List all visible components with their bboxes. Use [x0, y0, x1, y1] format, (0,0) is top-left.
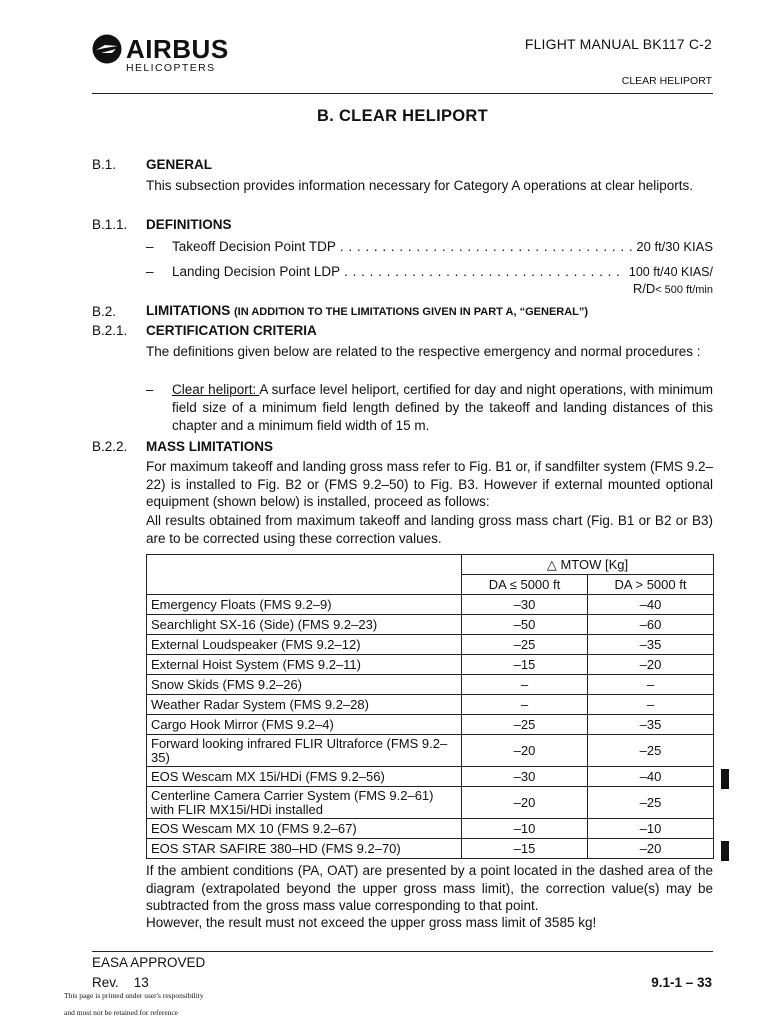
airbus-helicopters-logo: [92, 34, 242, 74]
table-cell-value: –20: [588, 655, 714, 675]
b11-heading: DEFINITIONS: [146, 217, 232, 232]
b2-heading: [146, 303, 588, 318]
table-cell-item: Snow Skids (FMS 9.2–26): [147, 675, 462, 695]
clear-heliport-definition: [172, 381, 713, 435]
print-disclaimer-1: This page is printed under user's responsibility: [64, 991, 204, 1000]
def-dash: –: [146, 239, 154, 254]
table-cell-value: –20: [462, 787, 588, 819]
table-cell-value: –15: [462, 655, 588, 675]
b1-text: This subsection provides information necessary for Category A operations at clear heliports.: [146, 178, 694, 193]
table-row: [147, 635, 714, 655]
table-cell-value: –60: [588, 615, 714, 635]
b22-text2: All results obtained from maximum takeoff and landing gross mass chart (Fig. B1 or B2 or B3) are to be corrected using these correction values.: [146, 513, 713, 546]
b1-number: B.1.: [92, 157, 117, 172]
table-cell-item: Emergency Floats (FMS 9.2–9): [147, 595, 462, 615]
definition-tdp: [172, 239, 713, 254]
after-table-text1: If the ambient conditions (PA, OAT) are presented by a point located in the dashed area of the diagram (extrapolated beyond the upper gross mass limit), the correction value(s) may be subtracted from the gross mass value corresponding to that point.: [146, 863, 713, 913]
revision-change-bar: [721, 769, 729, 789]
table-row: [147, 675, 714, 695]
table-cell-value: –35: [588, 635, 714, 655]
header-divider: [92, 93, 713, 94]
b22-heading: MASS LIMITATIONS: [146, 439, 273, 454]
table-cell-value: –20: [462, 735, 588, 767]
table-row: [147, 695, 714, 715]
rd-limit: < 500 ft/min: [655, 284, 713, 296]
b2-number: B.2.: [92, 304, 117, 319]
table-cell-value: –40: [588, 767, 714, 787]
table-cell-value: –40: [588, 595, 714, 615]
table-group-header: △ MTOW [Kg]: [462, 555, 714, 575]
running-section-title: CLEAR HELIPORT: [621, 75, 712, 87]
revision-change-bar: [721, 841, 729, 861]
b21-heading: CERTIFICATION CRITERIA: [146, 323, 317, 338]
b2-heading-text: LIMITATIONS: [146, 303, 231, 318]
table-corner-cell: [147, 555, 462, 575]
table-col-da-low: DA ≤ 5000 ft: [462, 575, 588, 595]
logo-emblem-icon: [92, 34, 242, 74]
table-row: [147, 715, 714, 735]
table-cell-value: –30: [462, 595, 588, 615]
table-cell-item: EOS Wescam MX 10 (FMS 9.2–67): [147, 819, 462, 839]
table-cell-value: –20: [588, 839, 714, 859]
table-cell-value: –: [588, 675, 714, 695]
table-cell-item: Forward looking infrared FLIR Ultraforce (FMS 9.2–35): [147, 735, 462, 767]
table-cell-value: –10: [588, 819, 714, 839]
b21-number: B.2.1.: [92, 323, 128, 338]
clear-heliport-text: A surface level heliport, certified for day and night operations, with minimum field size of a minimum field length defined by the takeoff and landing distances of this chapter and a minimum field width of 15 m.: [172, 382, 713, 433]
print-disclaimer-2: and must not be retained for reference: [64, 1008, 179, 1017]
table-corner-cell: [147, 575, 462, 595]
table-cell-value: –30: [462, 767, 588, 787]
table-row: [147, 735, 714, 767]
table-row: [147, 595, 714, 615]
table-cell-item: Searchlight SX-16 (Side) (FMS 9.2–23): [147, 615, 462, 635]
definition-ldp-rd: [633, 281, 713, 296]
table-cell-item: Centerline Camera Carrier System (FMS 9.2–61) with FLIR MX15i/HDi installed: [147, 787, 462, 819]
table-group-header-row: [147, 555, 714, 575]
rd-label: R/D: [632, 281, 656, 296]
b2-heading-note: (IN ADDITION TO THE LIMITATIONS GIVEN IN PART A, “GENERAL”): [234, 306, 589, 318]
def-dash: –: [146, 264, 154, 279]
table-header-row: [147, 575, 714, 595]
table-cell-value: –: [462, 695, 588, 715]
footer-divider: [92, 951, 713, 952]
definition-value: 20 ft/30 KIAS: [636, 239, 713, 254]
definition-ldp: [172, 264, 713, 279]
clear-heliport-term: Clear heliport:: [172, 382, 260, 397]
table-cell-value: –25: [588, 787, 714, 819]
table-row: [147, 767, 714, 787]
b21-text: The definitions given below are related to the respective emergency and normal procedures :: [146, 344, 701, 359]
b11-number: B.1.1.: [92, 217, 128, 232]
after-table-text2: However, the result must not exceed the upper gross mass limit of 3585 kg!: [146, 915, 597, 930]
table-row: [147, 839, 714, 859]
table-col-da-high: DA > 5000 ft: [588, 575, 714, 595]
def-dash: –: [146, 382, 154, 397]
definition-label: Takeoff Decision Point TDP: [172, 239, 336, 254]
b22-number: B.2.2.: [92, 439, 128, 454]
table-cell-value: –35: [588, 715, 714, 735]
table-cell-value: –10: [462, 819, 588, 839]
table-row: [147, 615, 714, 635]
dot-leader: [340, 239, 633, 254]
approval-label: EASA APPROVED: [92, 955, 206, 970]
table-row: [147, 819, 714, 839]
table-cell-item: Weather Radar System (FMS 9.2–28): [147, 695, 462, 715]
table-cell-item: External Loudspeaker (FMS 9.2–12): [147, 635, 462, 655]
logo-sub-text: HELICOPTERS: [126, 62, 216, 74]
table-cell-value: –25: [462, 635, 588, 655]
table-cell-item: Cargo Hook Mirror (FMS 9.2–4): [147, 715, 462, 735]
table-cell-value: –: [462, 675, 588, 695]
definition-value: 100 ft/40 KIAS/: [628, 265, 713, 279]
mtow-correction-table: [146, 554, 714, 859]
b22-text1: For maximum takeoff and landing gross mass refer to Fig. B1 or, if sandfilter system (FMS 9.2–22) is installed to Fig. B2 or (FMS 9.2–50) to Fig. B3. However if external mounted optional equipment (shown below) is installed, proceed as follows:: [146, 459, 713, 509]
revision-info: [92, 975, 149, 990]
logo-main-text: AIRBUS: [126, 34, 229, 64]
table-row: [147, 655, 714, 675]
revision-number: 13: [133, 975, 149, 990]
definition-label: Landing Decision Point LDP: [172, 264, 341, 279]
page-number: 9.1-1 – 33: [651, 975, 712, 990]
b1-heading: GENERAL: [146, 157, 213, 172]
table-cell-item: EOS Wescam MX 15i/HDi (FMS 9.2–56): [147, 767, 462, 787]
table-cell-value: –: [588, 695, 714, 715]
revision-label: Rev.: [92, 975, 119, 990]
table-cell-value: –50: [462, 615, 588, 635]
table-cell-value: –25: [462, 715, 588, 735]
dot-leader: [344, 264, 625, 279]
table-cell-value: –15: [462, 839, 588, 859]
table-cell-item: External Hoist System (FMS 9.2–11): [147, 655, 462, 675]
table-cell-item: EOS STAR SAFIRE 380–HD (FMS 9.2–70): [147, 839, 462, 859]
manual-title: FLIGHT MANUAL BK117 C-2: [524, 36, 712, 52]
section-title: B. CLEAR HELIPORT: [316, 107, 489, 125]
table-row: [147, 787, 714, 819]
table-cell-value: –25: [588, 735, 714, 767]
